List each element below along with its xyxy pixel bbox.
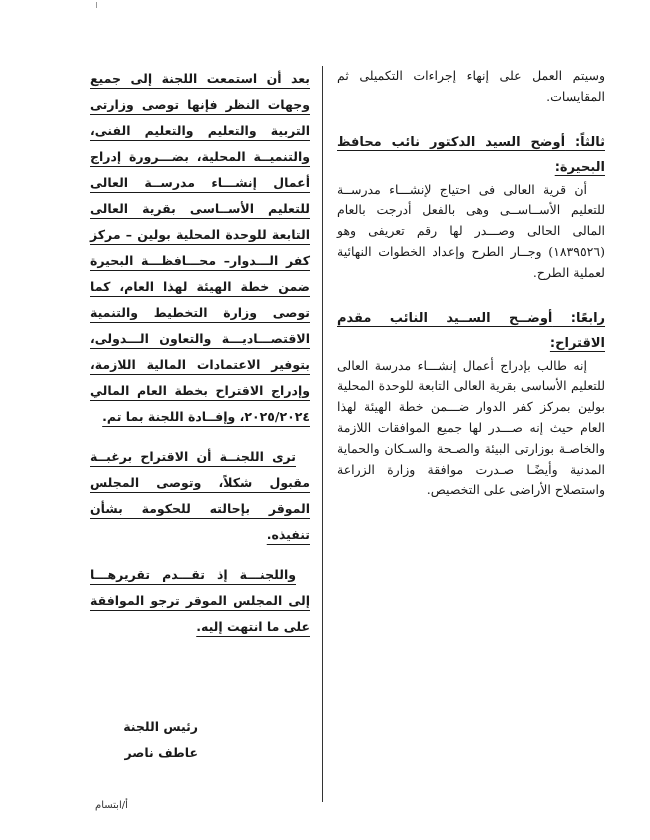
section-3-heading — [337, 130, 605, 180]
section-4-body: إنه طالب بإدراج أعمال إنشـــاء مدرسة العالى للتعليم الأساسى بقرية العالى التابعة للوحدة المحلية بولين بمركز كفر الدوار ضـــمن خطة الهيئة لهذا العام حيث إنه صـــدر لها جميع الموافقات اللازمة والخاصـة بوزارتى البيئة والصـحة والسـكان والحماية المدنية وأيضًـا صـدرت موافقة وزارة الزراعة واستصلاح الأراضى على التخصيص. — [337, 357, 605, 498]
intro-paragraph: وسيتم العمل على إنهاء إجراءات التكميلى ثم المقايسات. — [337, 68, 605, 104]
section-4-heading-prefix: رابعًا: — [552, 310, 606, 326]
left-column — [90, 66, 310, 640]
top-crop-mark — [96, 2, 97, 8]
closing-paragraph: واللجنـــة إذ تقـــدم تقريرهـــا إلى المجلس الموقر ترجو الموافقة على ما انتهت إليه. — [90, 567, 310, 634]
section-3-heading-text: أوضح السيد الدكتور نائب محافظ البحيرة: — [337, 134, 605, 175]
footer-initials: أ/ابتسام — [95, 800, 128, 811]
section-4-heading-text: أوضــح الســيد النائب مقدم الاقتراح: — [337, 310, 605, 351]
column-divider — [322, 66, 323, 802]
section-4-heading — [337, 306, 605, 356]
section-3-body: أن قرية العالى فى احتياج لإنشـــاء مدرســة للتعليم الأســاســى وهى بالفعل أدرجت بالعام المالى الحالى وصـــدر لها رقم تعريفى وهو (١٨٣٩٥٢٦) وجــار الطرح وإعداد الخطوات النهائية لعملية الطرح. — [337, 181, 605, 280]
acceptance-paragraph: ترى اللجنــة أن الاقتراح برغبــة مقبول شكلاً، وتوصى المجلس الموقر بإحالته للحكومة بشأن تنفيذه. — [90, 449, 310, 542]
right-column — [337, 66, 605, 501]
committee-chair-title: رئيس اللجنة — [123, 719, 198, 734]
section-3-heading-prefix: ثالثاً: — [565, 134, 605, 150]
committee-chair-name: عاطف ناصر — [124, 745, 198, 760]
recommendation-paragraph: بعد أن استمعت اللجنة إلى جميع وجهات النظر فإنها توصى وزارتى التربية والتعليم والتعليم الفنى، والتنميــة المحلية، بضـــرورة إدراج أعمال إنشـــاء مدرســة العالى للتعليم الأســاسى بقرية العالى التابعة للوحدة المحلية بولين – مركز كفر الـــدوار– محـــافظـــة البحيرة ضمن خطة الهيئة لهذا العام، كما توصى وزارة التخطيط والتنمية الاقتصـــاديـــة والتعاون الـــدولى، بتوفير الاعتمادات المالية اللازمة، وإدراج الاقتراح بخطة العام المالي ٢٠٢٥/٢٠٢٤، وإفــادة اللجنة بما تم. — [90, 71, 310, 424]
signature-block — [118, 714, 198, 766]
